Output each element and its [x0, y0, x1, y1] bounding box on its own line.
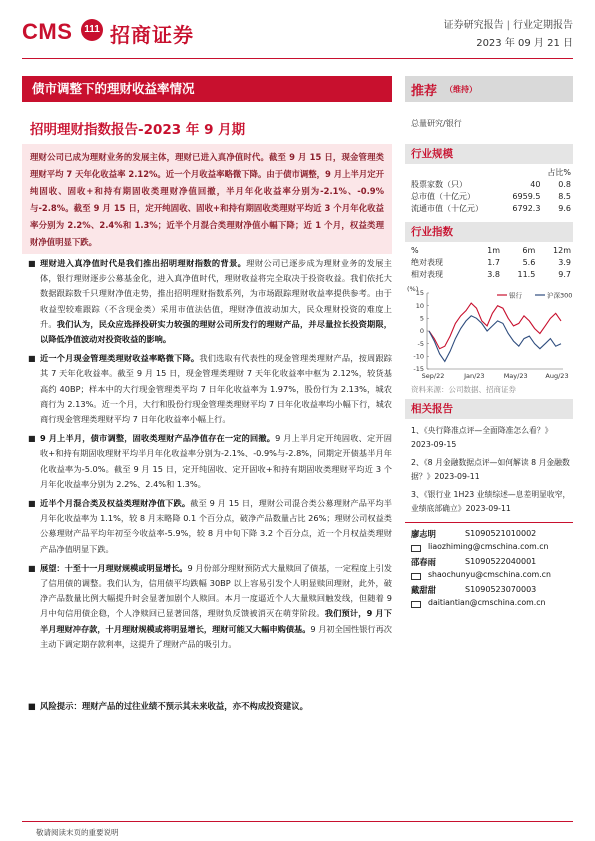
bullet-item: ■ 近一个月现金管理类理财收益率略微下降。我们选取有代表性的现金管理类理财产品，按周跟踪其 7 天年化收益率。截至 9 月 15 日，现金管理类理财 7 天年化收益率中枢为 2.12%，较货基高约 40BP；样本中的大行现金管理类平均 7 日年化收益率为 1.97%，股份行为 2.13%，城农商行为 2.13%。近一个月，大行和股份行现金管理类理财平均 7 日年化收益率均小幅下行，城农商行现金管理类理财平均 7 日年化收益率小幅上行。 [28, 353, 392, 425]
analyst-id: S1090522040001 [465, 557, 537, 566]
analyst-id: S1090521010002 [465, 529, 537, 538]
related-report-list [411, 424, 571, 516]
legend-label: 银行 [509, 291, 522, 300]
legend-label: 沪深300 [547, 291, 573, 300]
doc-category: 行业定期报告 [513, 20, 573, 31]
table-row: % 1m 6m 12m [411, 245, 571, 255]
x-tick-label: Sep/22 [421, 372, 445, 380]
research-category: 总量研究/银行 [411, 119, 462, 128]
y-tick-label: 5 [419, 314, 424, 323]
x-tick-label: May/23 [503, 372, 528, 380]
analyst-name: 戴甜甜 [411, 585, 436, 595]
footer-note: 敬请阅读末页的重要说明 [36, 828, 119, 837]
related-report-item[interactable]: 1、《央行降准点评—全面降准怎么看？》2023-09-15 [411, 426, 553, 449]
table-row: 股票家数（只） 40 0.8 [411, 179, 571, 189]
chart-source: 资料来源：公司数据、招商证券 [411, 385, 516, 394]
analyst-divider [405, 522, 573, 523]
analyst-id: S1090523070003 [465, 585, 537, 594]
bullet-icon: ■ [28, 701, 36, 711]
mail-icon [411, 573, 421, 580]
y-tick-label: -5 [417, 339, 424, 348]
summary-box: 理财公司已成为理财业务的发展主体，理财已进入真净值时代。截至 9 月 15 日，现金管理类理财平均 7 天年化收益率 2.12%。近一个月收益率略微下降。由于债市调整，9 月上半月定开纯固收、固收+和持有期固收类理财净值回撤，半月年化收益率分别为-2.1%、-0.9%与-2.8%。截至 9 月 15 日，定开纯固收、固收+和持有期固收类理财平均近 3 个月年化收益率分别为 2.2%、2.4%和 1.3%；近半个月混合类理财净值小幅下降；近 1 个月，权益类理财净值明显下跌。 [22, 144, 392, 254]
index-line-chart [405, 283, 573, 383]
industry-index-table [411, 244, 571, 280]
bullet-item: ■ 理财进入真净值时代是我们推出招明理财指数的背景。理财公司已逐步成为理财业务的发展主体，银行理财逐步公募基金化，进入真净值时代，理财收益将完全取决于投资收益。我们依托大数据跟踪数千只理财净值走势，推出招明理财指数系列，为市场跟踪理财收益率提供参考。由于收益型较难跟踪（不含现金类）采用市值法估值，理财净值波动加大，民众理财投资的难度上升。我们认为，民众应选择投研实力较强的理财公司所发行的理财产品，并尽量拉长投资期限，以降低净值波动对投资收益的影响。 [28, 258, 392, 345]
bullet-icon: ■ [28, 563, 36, 573]
header-divider [22, 58, 573, 59]
bullet-item: ■ 近半个月混合类及权益类理财净值下跌。截至 9 月 15 日，理财公司混合类公募理财产品平均半月年化收益率为 1.1%，较 8 月末略降 0.1 个百分点，破净产品数量占比 26%；理财公司权益类公募理财产品平均年初至今收益率-5.9%，较 8 月中旬下降 3.2 个百分点，近一个月权益类理财产品净值明显下跌。 [28, 498, 392, 554]
related-report-item[interactable]: 3、《银行业 1H23 业绩综述—息差明显收窄，业绩底部确立》2023-09-11 [411, 490, 571, 513]
industry-index-title: 行业指数 [405, 222, 573, 242]
x-tick-label: Aug/23 [545, 372, 569, 380]
industry-scale-title: 行业规模 [405, 144, 573, 164]
header-meta: 证券研究报告 | 行业定期报告 2023 年 09 月 21 日 [444, 17, 573, 53]
series-line [429, 303, 561, 349]
bullet-item: ■ 展望：十至十一月理财规模或明显增长。9 月份部分理财预防式大量赎回了债基，一定程度上引发了信用债的调整。我们认为，信用债平均跌幅 30BP 以上容易引发个人明显赎回理财，此外，破净产品数量比例大幅提升时会显著加剧个人赎回。本月一度逼近个人大量赎回触发线，但随着 9 月中旬信用债企稳，个人净赎回已显著回落，理财负反馈被消灭在萌芽阶段。我们预计，9 月下半月理财冲存款，十月理财规模或将明显增长，理财可能又大幅申购债基。9 月初全国性银行再次主动下调定期存款利率，这提升了理财产品的吸引力。 [28, 562, 392, 649]
footer-divider [22, 821, 573, 822]
mail-icon [411, 545, 421, 552]
bullet-icon: ■ [28, 354, 36, 364]
bullet-item: ■ 9 月上半月，债市调整，固收类理财产品净值存在一定的回撤。9 月上半月定开纯固收、定开固收+和持有期固收理财平均半月年化收益率分别为-2.1%、-0.9%与-2.8%，同期定开债基半月年化收益率为-5.0%。截至 9 月 15 日，定开纯固收、定开固收+和持有期固收类理财平均近 3 个月年化收益率分别为 2.2%、2.4%和 1.3%。 [28, 433, 392, 489]
y-tick-label: -15 [413, 365, 424, 374]
report-title: 招明理财指数报告-2023 年 9 月期 [30, 122, 246, 138]
topic-banner: 债市调整下的理财收益率情况 [22, 76, 392, 102]
y-axis-label: (%) [407, 285, 419, 293]
analyst-email[interactable]: liaozhiming@cmschina.com.cn [428, 542, 549, 551]
bullet-icon: ■ [28, 499, 36, 509]
table-row: 相对表现 3.8 11.5 9.7 [411, 269, 571, 279]
table-row: 总市值（十亿元） 6959.5 8.5 [411, 191, 571, 201]
y-tick-label: 10 [415, 301, 424, 310]
bullet-list [22, 252, 392, 652]
y-tick-label: -10 [413, 352, 424, 361]
y-tick-label: 15 [415, 289, 424, 298]
rating-sub: （维持） [445, 85, 477, 94]
analyst-name: 廖志明 [411, 529, 436, 539]
y-tick-label: 0 [419, 327, 424, 336]
table-row: 绝对表现 1.7 5.6 3.9 [411, 257, 571, 267]
rating-title: 推荐 [411, 84, 438, 99]
analyst-email[interactable]: shaochunyu@cmschina.com.cn [428, 570, 551, 579]
bullet-icon: ■ [28, 434, 36, 444]
related-report-item[interactable]: 2、《8 月金融数据点评—如何解读 8 月金融数据？》2023-09-11 [411, 458, 570, 481]
table-row [411, 166, 571, 178]
x-tick-label: Jan/23 [464, 372, 485, 380]
logo-badge-icon: 111 [81, 19, 103, 41]
mail-icon [411, 601, 421, 608]
logo-cms: CMS [22, 19, 73, 44]
bullet-icon: ■ [28, 259, 36, 268]
report-date: 2023 年 09 月 21 日 [476, 38, 573, 49]
related-reports-title: 相关报告 [405, 399, 573, 419]
share-header: 占比% [547, 167, 571, 177]
table-row: 流通市值（十亿元） 6792.3 9.6 [411, 203, 571, 213]
analyst-name: 邵春雨 [411, 557, 436, 567]
risk-warning: ■ 风险提示：理财产品的过往业绩不预示其未来收益，亦不构成投资建议。 [22, 699, 392, 714]
doc-type: 证券研究报告 [443, 20, 504, 31]
industry-scale-table [411, 166, 571, 214]
logo-company-name: 招商证券 [110, 23, 194, 47]
analyst-email[interactable]: daitiantian@cmschina.com.cn [428, 598, 546, 607]
